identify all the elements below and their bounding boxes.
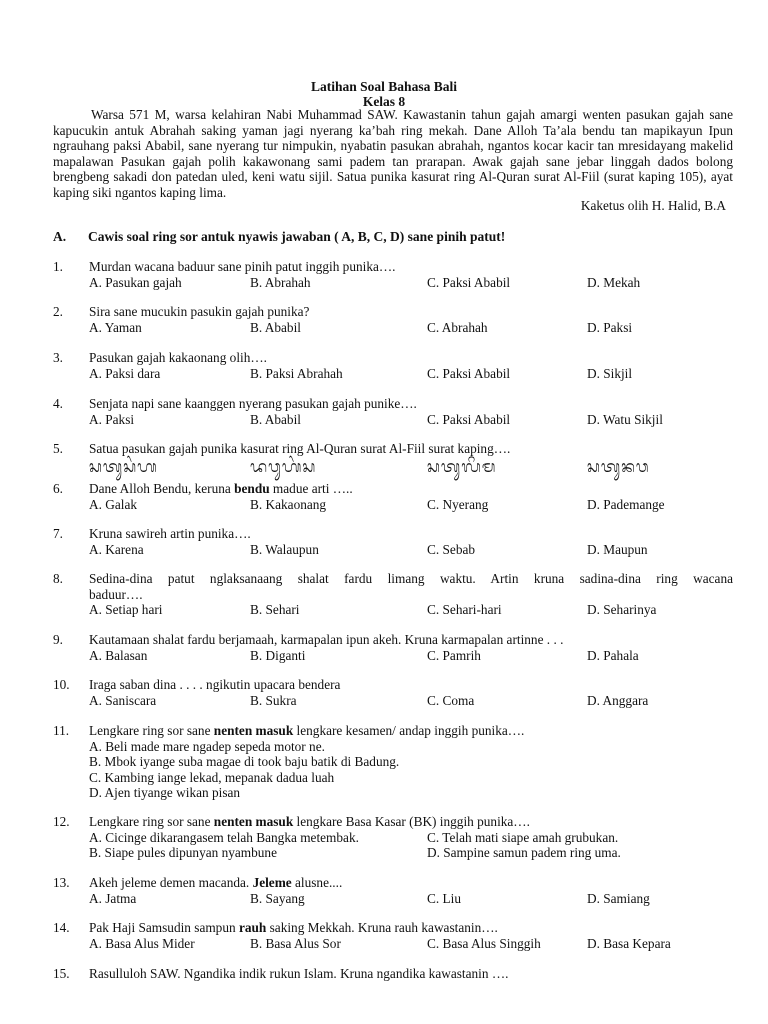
option-a: A. Karena xyxy=(89,541,144,557)
option-a: A. Saniscara xyxy=(89,692,157,708)
option-c: C. Paksi Ababil xyxy=(427,365,511,381)
section-instruction-text: Cawis soal ring sor antuk nyawis jawaban ( A, B, C, D) sane pinih patut! xyxy=(88,229,506,244)
question-text xyxy=(89,723,524,739)
option-a: A. Paksi dara xyxy=(89,365,161,381)
option-d: D. Pademange xyxy=(587,496,665,512)
question-text: Murdan wacana baduur sane pinih patut inggih punika…. xyxy=(89,259,396,274)
option-d: D. Mekah xyxy=(587,274,641,290)
option-a: A. Balasan xyxy=(89,647,148,663)
question-1 xyxy=(0,259,768,290)
question-text-continued: baduur…. xyxy=(89,586,143,602)
option-c: C. Basa Alus Singgih xyxy=(427,935,541,951)
question-text-part: Lengkare ring sor sane xyxy=(89,814,214,829)
option-d: D. Samiang xyxy=(587,890,650,906)
question-text xyxy=(89,875,342,891)
option-b: B. Sukra xyxy=(250,692,297,708)
option-c: C. Coma xyxy=(427,692,475,708)
option-b: B. Ababil xyxy=(250,411,301,427)
question-text: Rasulluloh SAW. Ngandika indik rukun Islam. Kruna ngandika kawastanin …. xyxy=(89,966,509,981)
reading-passage: Warsa 571 M, warsa kelahiran Nabi Muhammad SAW. Kawastanin tahun gajah amargi wenten pasukan gajah sane kapucukin antuk Abrahah saking yaman jagi nyerang ka’bah ring mekah. Dane Alloh Ta’ala bendu tan mapikayun Ipun ngrauhang paksi Ababil, sane nyerang tur nimpukin, nyabatin pasukan abrahah, ngantos kocar kacir tan mresidayang makelid mapalawan Pasukan gajah polih kakawonang sami padem tan prarapan. Awak gajah sane jebar linggah dados bolong brengbeng sakadi don patedan uled, keni watu sijil. Satua punika kasurat ring Al-Quran surat Al-Fiil (surat kaping 105), ayat kaping siki ngantos kaping lima. xyxy=(53,107,733,200)
option-a: A. Paksi xyxy=(89,411,135,427)
option-a: A. Setiap hari xyxy=(89,602,163,617)
option-c: C. Liu xyxy=(427,890,461,906)
question-keyword: Jeleme xyxy=(252,875,292,890)
question-number: 11. xyxy=(53,723,70,738)
option-b: B. Abrahah xyxy=(250,274,311,290)
option-a: A. Yaman xyxy=(89,319,142,335)
question-text: Iraga saban dina . . . . ngikutin upacara bendera xyxy=(89,677,341,692)
option-b: B. Sayang xyxy=(250,890,305,906)
option-c: C. Sebab xyxy=(427,541,476,557)
question-number: 7. xyxy=(53,526,63,541)
option-b: B. Mbok iyange suba magae di took baju batik di Badung. xyxy=(89,754,400,769)
option-c: C. Paksi Ababil xyxy=(427,274,511,290)
question-number: 4. xyxy=(53,396,63,411)
option-c: C. Abrahah xyxy=(427,319,488,335)
question-10 xyxy=(0,677,768,708)
question-text-part: Lengkare ring sor sane xyxy=(89,723,214,738)
option-b: B. Diganti xyxy=(250,647,306,663)
question-keyword: nenten masuk xyxy=(213,723,294,738)
section-instruction xyxy=(53,229,505,245)
option-b: B. Paksi Abrahah xyxy=(250,365,343,381)
question-2 xyxy=(0,304,768,335)
option-d: D. Sampine samun padem ring uma. xyxy=(427,845,621,860)
option-a: A. Basa Alus Mider xyxy=(89,935,195,951)
question-text-part: lengkare Basa Kasar (BK) inggih punika…. xyxy=(293,814,530,829)
question-text: Sira sane mucukin pasukin gajah punika? xyxy=(89,304,310,319)
option-b: B. Siape pules dipunyan nyambune xyxy=(89,845,277,860)
option-c: C. Sehari-hari xyxy=(427,602,502,617)
question-13 xyxy=(0,875,768,906)
option-d: D. Ajen tiyange wikan pisan xyxy=(89,785,241,800)
question-text xyxy=(89,481,353,497)
question-8 xyxy=(0,571,768,618)
question-14 xyxy=(0,920,768,951)
question-text-part: Dane Alloh Bendu, keruna xyxy=(89,481,235,496)
question-15 xyxy=(0,966,768,982)
question-keyword: nenten masuk xyxy=(213,814,294,829)
question-number: 12. xyxy=(53,814,70,829)
question-text-part: alusne.... xyxy=(291,875,343,890)
question-text: Sedina-dina patut nglaksanaang shalat fardu limang waktu. Artin kruna sadina-dina ring wacana xyxy=(89,571,733,586)
question-keyword: bendu xyxy=(234,481,270,496)
question-text: Pasukan gajah kakaonang olih…. xyxy=(89,350,267,365)
option-c: C. Kambing iange lekad, mepanak dadua luah xyxy=(89,769,335,785)
option-c-balinese-script: ᬲᬢᬸᬮᬶᬫ xyxy=(427,456,497,476)
option-a: A. Beli made mare ngadep sepeda motor ne. xyxy=(89,738,325,754)
passage-author: Kaketus olih H. Halid, B.A xyxy=(580,198,726,213)
option-a-balinese-script: ᬲᬢᬸᬲᬂᬳ xyxy=(89,456,158,476)
question-text-part: Pak Haji Samsudin sampun xyxy=(89,920,239,935)
question-4 xyxy=(0,396,768,427)
question-number: 3. xyxy=(53,350,63,365)
question-number: 15. xyxy=(53,966,70,981)
question-text: Kruna sawireh artin punika…. xyxy=(89,526,251,541)
option-d: D. Anggara xyxy=(587,692,649,708)
question-12 xyxy=(0,814,768,861)
option-d: D. Watu Sikjil xyxy=(587,411,663,427)
option-b: B. Basa Alus Sor xyxy=(250,935,341,951)
question-6 xyxy=(0,481,768,512)
option-d: D. Sikjil xyxy=(587,365,633,381)
question-text-part: madue arti ….. xyxy=(269,481,353,496)
question-text-part: Akeh jeleme demen macanda. xyxy=(89,875,253,890)
question-7 xyxy=(0,526,768,557)
option-a: A. Cicinge dikarangasem telah Bangka metembak. xyxy=(89,829,359,845)
question-text-part: lengkare kesamen/ andap inggih punika…. xyxy=(293,723,525,738)
worksheet-title: Latihan Soal Bahasa Bali xyxy=(311,79,457,94)
option-c: C. Nyerang xyxy=(427,496,489,512)
option-a: A. Jatma xyxy=(89,890,137,906)
option-d: D. Pahala xyxy=(587,647,639,663)
question-number: 6. xyxy=(53,481,63,496)
question-text-part: saking Mekkah. Kruna rauh kawastanin…. xyxy=(266,920,498,935)
question-number: 2. xyxy=(53,304,63,319)
question-5 xyxy=(0,441,768,476)
option-b: B. Kakaonang xyxy=(250,496,327,512)
option-d: D. Paksi xyxy=(587,319,633,335)
question-3 xyxy=(0,350,768,381)
question-number: 10. xyxy=(53,677,70,692)
option-c: C. Pamrih xyxy=(427,647,481,663)
option-c: C. Paksi Ababil xyxy=(427,411,511,427)
question-text xyxy=(89,920,498,936)
option-d-balinese-script: ᬲᬢᬸᬦᬯ xyxy=(587,456,650,476)
option-b: B. Walaupun xyxy=(250,541,319,557)
question-number: 8. xyxy=(53,571,63,586)
option-b: B. Ababil xyxy=(250,319,301,335)
option-d: D. Basa Kepara xyxy=(587,935,671,951)
question-number: 1. xyxy=(53,259,63,274)
option-b-balinese-script: ᬤᬯᬸᬳᬂᬲ xyxy=(250,456,317,476)
option-c: C. Telah mati siape amah grubukan. xyxy=(427,829,619,845)
question-9 xyxy=(0,632,768,663)
question-11 xyxy=(0,723,768,801)
question-number: 5. xyxy=(53,441,63,456)
option-d: D. Seharinya xyxy=(587,602,657,617)
question-number: 14. xyxy=(53,920,70,935)
question-text: Kautamaan shalat fardu berjamaah, karmapalan ipun akeh. Kruna karmapalan artinne . . . xyxy=(89,632,564,647)
question-number: 9. xyxy=(53,632,63,647)
question-text xyxy=(89,814,530,830)
question-number: 13. xyxy=(53,875,70,890)
option-d: D. Maupun xyxy=(587,541,648,557)
question-keyword: rauh xyxy=(238,920,267,935)
option-b: B. Sehari xyxy=(250,602,300,617)
question-text: Satua pasukan gajah punika kasurat ring Al-Quran surat Al-Fiil surat kaping…. xyxy=(89,441,511,456)
option-a: A. Galak xyxy=(89,496,137,512)
option-a: A. Pasukan gajah xyxy=(89,274,182,290)
section-letter: A. xyxy=(53,229,67,244)
question-text: Senjata napi sane kaanggen nyerang pasukan gajah punike…. xyxy=(89,396,417,411)
grade-label: Kelas 8 xyxy=(362,94,406,109)
